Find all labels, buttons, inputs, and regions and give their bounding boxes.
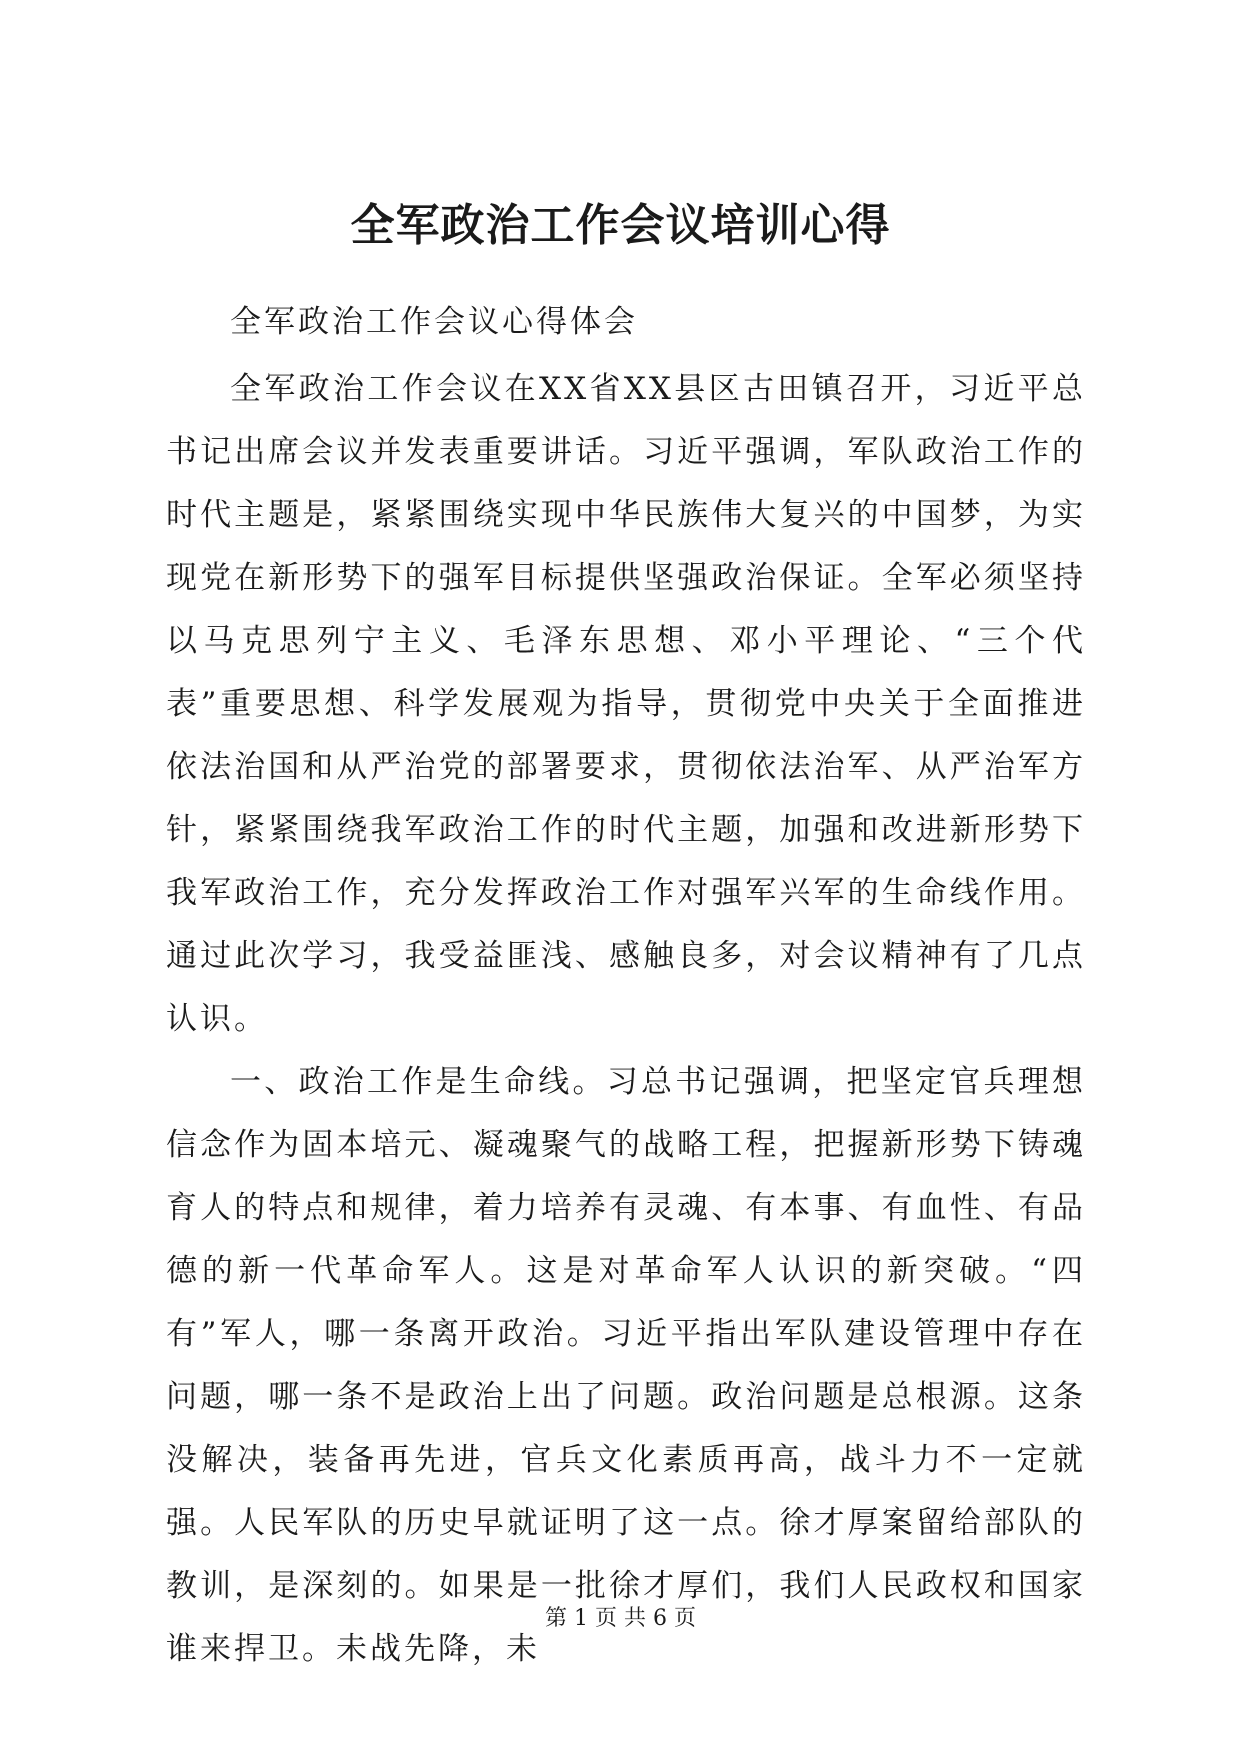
document-title: 全军政治工作会议培训心得 [350,200,891,251]
document-subtitle: 全军政治工作会议心得体会 [230,304,638,340]
document-body [166,291,1086,1681]
page-number-footer: 第 1 页 共 6 页 [545,1606,696,1631]
body-paragraph: 一、政治工作是生命线。习总书记强调，把坚定官兵理想信念作为固本培元、凝魂聚气的战略工程，把握新形势下铸魂育人的特点和规律，着力培养有灵魂、有本事、有血性、有品德的新一代革命军人。这是对革命军人认识的新突破。“四有”军人，哪一条离开政治。习近平指出军队建设管理中存在问题，哪一条不是政治上出了问题。政治问题是总根源。这条没解决，装备再先进，官兵文化素质再高，战斗力不一定就强。人民军队的历史早就证明了这一点。徐才厚案留给部队的教训，是深刻的。如果是一批徐才厚们，我们人民政权和国家谁来捍卫。未战先降，未 [166,1064,1086,1667]
body-paragraph: 全军政治工作会议在XX省XX县区古田镇召开，习近平总书记出席会议并发表重要讲话。习近平强调，军队政治工作的时代主题是，紧紧围绕实现中华民族伟大复兴的中国梦，为实现党在新形势下的强军目标提供坚强政治保证。全军必须坚持以马克思列宁主义、毛泽东思想、邓小平理论、“三个代表”重要思想、科学发展观为指导，贯彻党中央关于全面推进依法治国和从严治党的部署要求，贯彻依法治军、从严治军方针，紧紧围绕我军政治工作的时代主题，加强和改进新形势下我军政治工作，充分发挥政治工作对强军兴军的生命线作用。通过此次学习，我受益匪浅、感触良多，对会议精神有了几点认识。 [166,371,1086,1037]
